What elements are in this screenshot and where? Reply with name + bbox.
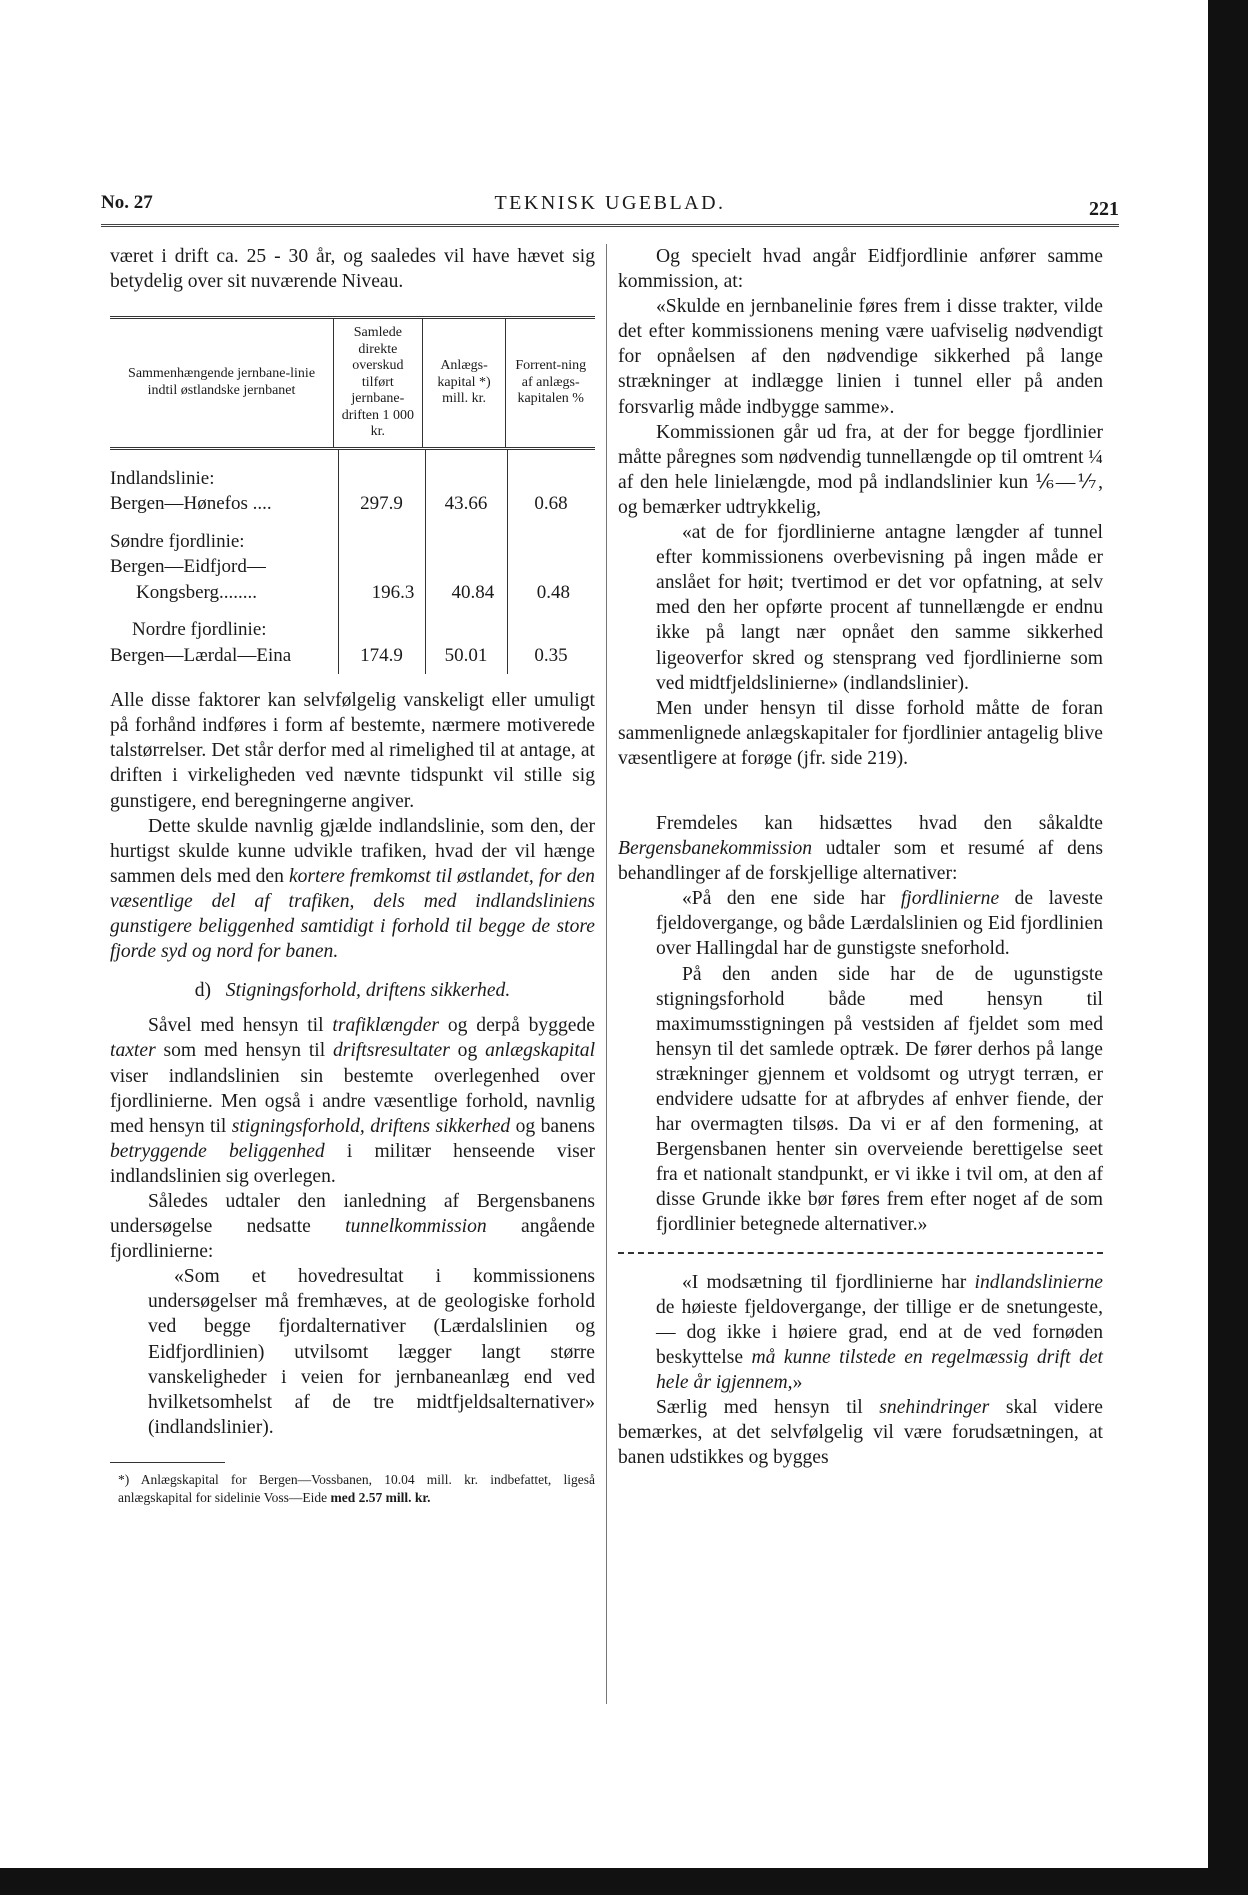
row-surplus: 196.3 bbox=[371, 581, 415, 603]
quotation: På den anden side har de de ugunstigste stigningsforhold både med hensyn til maximumsstigningen på vestsiden af fjeldet som med hensyn til det samlede optræk. De fører derhos på lange strækninger gjennem et voldsomt og utrygt terræn, er endvidere udsatte for at afbrydes af enhver fiende, der har overmagten tilsøs. Da vi er af den formening, at Bergensbanen henter sin overveiende berettigelse seet fra et nationalt standpunkt, er vi ikke i tvil om, at den af disse Grunde ikke bør føres frem efter noget af de som fjordlinier betegnede alternativer.» bbox=[656, 963, 1103, 1236]
table-group-label: Indlandslinie: bbox=[110, 467, 215, 489]
paragraph: Således udtaler den ianledning af Bergensbanens undersøgelse nedsatte tunnelkommission angående fjordlinierne: bbox=[110, 1190, 595, 1263]
quotation: «På den ene side har fjordlinierne de laveste fjeldovergange, og både Lærdalslinien og Eid fjordlinien over Hallingdal har de gunstigste sneforhold. bbox=[656, 888, 1103, 960]
paragraph: Særlig med hensyn til snehindringer skal videre bemærkes, at det selvfølgelig vil være forudsætningen, at banen udstikkes og bygges bbox=[618, 1397, 1103, 1469]
table-header bbox=[110, 319, 595, 450]
row-interest: 0.35 bbox=[534, 644, 568, 666]
row-label: Bergen—Hønefos .... bbox=[110, 493, 272, 515]
paragraph: Kommissionen går ud fra, at der for begge fjordlinier måtte påregnes som nødvendig tunnellængde op til omtrent ¼ af den hele linielængde, mod på indlandslinier kun ⅙—⅐, og bemærker udtrykkelig, bbox=[618, 421, 1103, 518]
page-number: 221 bbox=[1089, 198, 1119, 220]
row-interest: 0.68 bbox=[534, 493, 568, 515]
header-surplus: Samlede direkte overskud tilført jernbane-driften 1 000 kr. bbox=[333, 319, 422, 447]
quotation: «Skulde en jernbanelinie føres frem i disse trakter, vilde det efter kommissionens mening være uafviselig nødvendigt for opnåelsen af den nødvendige sikkerhed på lange strækninger at indlægge linien i tunnel eller på anden forsvarlig måde indbygge samme». bbox=[618, 296, 1103, 418]
row-surplus: 297.9 bbox=[360, 493, 403, 515]
scan-border-bottom bbox=[0, 1868, 1248, 1895]
page-header bbox=[101, 192, 1119, 224]
intro-paragraph: været i drift ca. 25 - 30 år, og saaledes vil have hævet sig betydelig over sit nuværende Niveau. bbox=[110, 246, 595, 293]
header-rule bbox=[101, 224, 1119, 227]
paragraph: Og specielt hvad angår Eidfjordlinie anfører samme kommission, at: bbox=[618, 246, 1103, 293]
header-capital: Anlægs-kapital *) mill. kr. bbox=[422, 319, 506, 447]
row-interest: 0.48 bbox=[536, 581, 570, 603]
row-label: Bergen—Lærdal—Eina bbox=[110, 644, 292, 666]
table-body bbox=[110, 450, 595, 675]
header-interest: Forrent-ning af anlægs-kapitalen % bbox=[505, 319, 595, 447]
comparison-table bbox=[110, 316, 595, 674]
table-vline-1 bbox=[338, 450, 339, 675]
table-vline-2 bbox=[425, 450, 426, 675]
section-heading: d) Stigningsforhold, driftens sikkerhed. bbox=[194, 980, 511, 1002]
table-row bbox=[110, 643, 595, 669]
paragraph: Dette skulde navnlig gjælde indlandslinie, som den, der hurtigst skulde kunne udvikle trafiken, hvad der vil hænge sammen dels med den kortere fremkomst til østlandet, for den væsentlige del af trafiken, dels med indlandsliniens gunstigere beliggenhed samtidigt i forhold til begge de store fjorde syd og nord for banen. bbox=[110, 815, 595, 963]
table-group-label: Søndre fjordlinie: bbox=[110, 530, 245, 552]
dashed-separator bbox=[618, 1252, 1103, 1254]
column-divider bbox=[606, 244, 607, 1704]
scan-border-right bbox=[1208, 0, 1248, 1895]
quotation: «at de for fjordlinierne antagne længder af tunnel efter kommissionens overbevisning på ingen måde er anslået for høit; tvertimod er det vor opfatning, at selv med den her opførte procent af tunnellængde er endnu ikke på langt nær opnået den samme sikkerhed ligeoverfor skred og stensprang ved fjordlinierne som ved midtfjeldslinierne» (indlandslinier). bbox=[656, 522, 1103, 694]
table-group-label: Bergen—Eidfjord— bbox=[110, 556, 266, 578]
journal-title: TEKNISK UGEBLAD. bbox=[494, 192, 726, 214]
table-row bbox=[110, 580, 595, 606]
row-capital: 40.84 bbox=[451, 581, 495, 603]
row-capital: 50.01 bbox=[444, 644, 488, 666]
paragraph: Fremdeles kan hidsættes hvad den såkaldte Bergensbanekommission udtaler som et resumé af dens behandlinger af de forskjellige alternativer: bbox=[618, 812, 1103, 885]
issue-number: No. 27 bbox=[101, 192, 153, 213]
paragraph: Men under hensyn til disse forhold måtte de foran sammenlignede anlægskapitaler for fjordlinier antagelig blive væsentligere at forøge (jfr. side 219). bbox=[618, 697, 1103, 769]
table-group-label: Nordre fjordlinie: bbox=[132, 619, 267, 641]
table-vline-3 bbox=[507, 450, 508, 675]
right-column bbox=[618, 244, 1103, 1470]
table-row bbox=[110, 491, 595, 517]
header-line: Sammenhængende jernbane-linie indtil østlandske jernbanet bbox=[128, 366, 316, 398]
quotation: «I modsætning til fjordlinierne har indlandslinierne de høieste fjeldovergange, der tillige er de snetungeste, — dog ikke i høiere grad, end at de ved fornøden beskyttelse må kunne tilstede en regelmæssig drift det hele år igjennem,» bbox=[656, 1271, 1104, 1393]
footnote-rule bbox=[110, 1462, 225, 1463]
row-capital: 43.66 bbox=[444, 493, 488, 515]
paragraph: Såvel med hensyn til trafiklængder og derpå byggede taxter som med hensyn til driftsresultater og anlægskapital viser indlandslinien sin bestemte overlegenhed over fjordlinierne. Men også i andre væsentlige forhold, navnlig med hensyn til stigningsforhold, driftens sikkerhed og banens betryggende beliggenhed i militær henseende viser indlandslinien sig overlegen. bbox=[110, 1015, 596, 1187]
left-column bbox=[110, 244, 595, 1507]
footnote: *) Anlægskapital for Bergen—Vossbanen, 10.04 mill. kr. indbefattet, ligeså anlægskapital for sidelinie Voss—Eide med 2.57 mill. kr. bbox=[118, 1471, 595, 1505]
row-surplus: 174.9 bbox=[360, 644, 403, 666]
paragraph: Alle disse faktorer kan selvfølgelig vanskeligt eller umuligt på forhånd indføres i form af bestemte, nærmere motiverede talstørrelser. Det står derfor med al rimelighed til at antage, at driften i virkeligheden ved nævnte tidspunkt vil stille sig gunstigere, end beregningerne angiver. bbox=[110, 690, 595, 812]
row-label: Kongsberg........ bbox=[136, 581, 258, 603]
quotation: «Som et hovedresultat i kommissionens undersøgelser må fremhæves, at de geologiske forhold ved begge fjordalternativer (Lærdalslinien og Eidfjordlinien) utvilsomt lægger langt større vanskeligheder i veien for jernbaneanlæg end ved hvilketsomhelst af de tre midtfjeldsalternativer» (indlandslinier). bbox=[148, 1266, 595, 1438]
